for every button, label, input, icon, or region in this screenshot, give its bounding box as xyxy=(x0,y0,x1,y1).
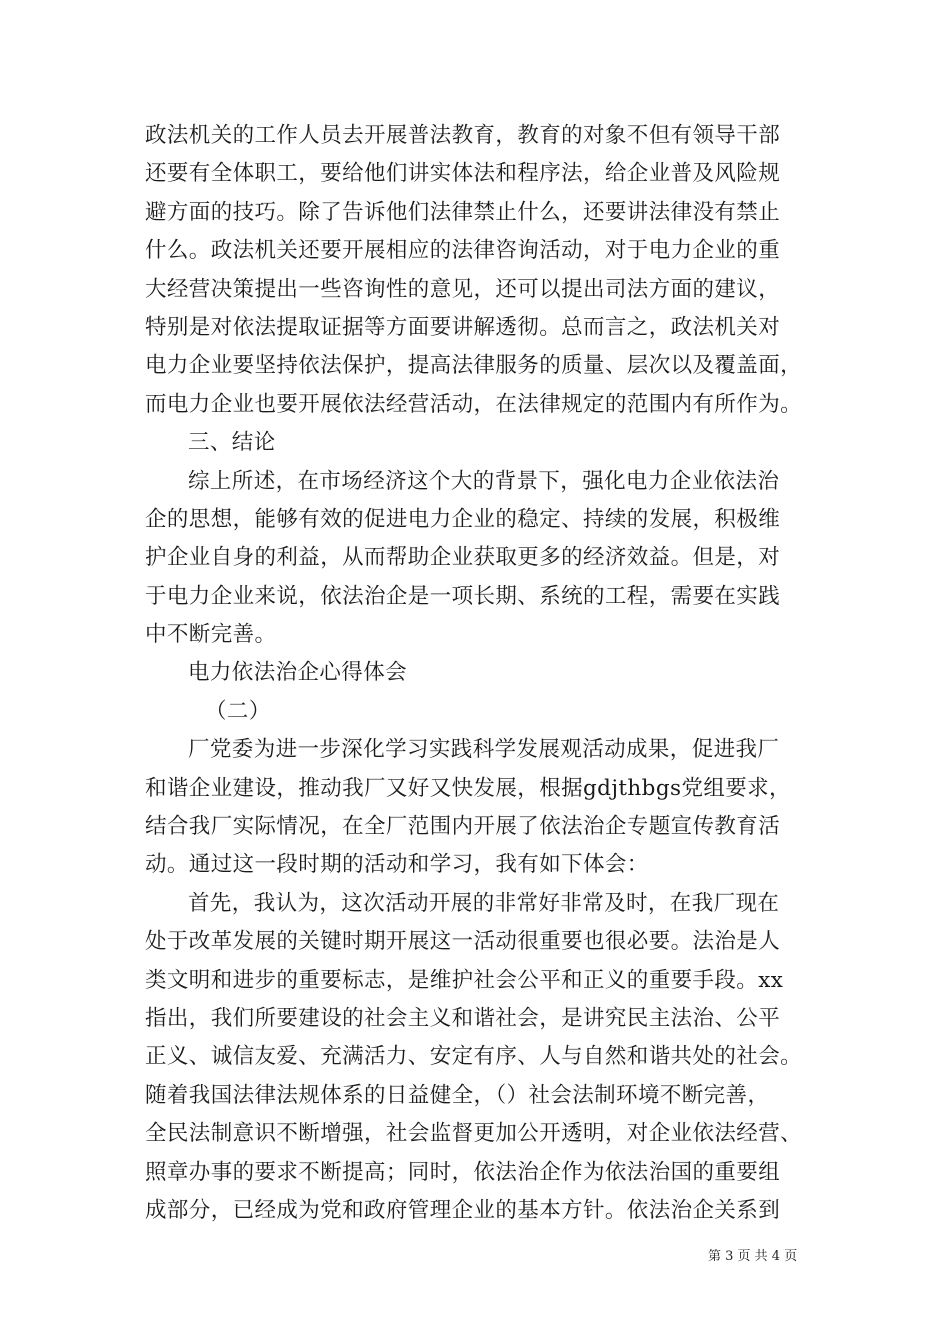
text-line: 指出，我们所要建设的社会主义和谐社会，是讲究民主法治、公平 xyxy=(145,1005,781,1031)
section-heading: 三、结论 xyxy=(188,430,276,456)
text-line: 避方面的技巧。除了告诉他们法律禁止什么，还要讲法律没有禁止 xyxy=(145,199,781,225)
text-line: 还要有全体职工，要给他们讲实体法和程序法，给企业普及风险规 xyxy=(145,161,781,187)
text-line: 政法机关的工作人员去开展普法教育，教育的对象不但有领导干部 xyxy=(145,123,781,148)
text-line: 什么。政法机关还要开展相应的法律咨询活动，对于电力企业的重 xyxy=(145,238,781,264)
text-line: 全民法制意识不断增强，社会监督更加公开透明，对企业依法经营、 xyxy=(145,1121,803,1147)
text-line: 特别是对依法提取证据等方面要讲解透彻。总而言之，政法机关对 xyxy=(145,314,781,340)
text-line: 类文明和进步的重要标志，是维护社会公平和正义的重要手段。xx xyxy=(145,967,784,993)
article-title: 电力依法治企心得体会 xyxy=(188,660,408,686)
article-subtitle: （二） xyxy=(205,698,271,724)
text-line: 中不断完善。 xyxy=(145,622,277,648)
text-line: 首先，我认为，这次活动开展的非常好非常及时，在我厂现在 xyxy=(188,890,780,916)
text-line: 照章办事的要求不断提高；同时，依法治企作为依法治国的重要组 xyxy=(145,1159,781,1185)
text-line: 和谐企业建设，推动我厂又好又快发展，根据gdjthbgs党组要求， xyxy=(145,775,791,801)
text-line: 随着我国法律法规体系的日益健全，（）社会法制环境不断完善， xyxy=(145,1082,770,1108)
text-line: 企的思想，能够有效的促进电力企业的稳定、持续的发展，积极维 xyxy=(145,506,781,532)
text-line: 动。通过这一段时期的活动和学习，我有如下体会： xyxy=(145,852,649,878)
text-line: 护企业自身的利益，从而帮助企业获取更多的经济效益。但是，对 xyxy=(145,545,781,571)
text-line: 正义、诚信友爱、充满活力、安定有序、人与自然和谐共处的社会。 xyxy=(145,1044,803,1070)
text-line: 大经营决策提出一些咨询性的意见，还可以提出司法方面的建议， xyxy=(145,276,781,302)
text-line: 于电力企业来说，依法治企是一项长期、系统的工程，需要在实践 xyxy=(145,583,781,609)
body-text xyxy=(145,117,825,1230)
text-line: 电力企业要坚持依法保护，提高法律服务的质量、层次以及覆盖面， xyxy=(145,353,803,379)
text-line: 结合我厂实际情况，在全厂范围内开展了依法治企专题宣传教育活 xyxy=(145,814,781,840)
text-line: 厂党委为进一步深化学习实践科学发展观活动成果，促进我厂 xyxy=(188,737,780,763)
text-line: 而电力企业也要开展依法经营活动，在法律规定的范围内有所作为。 xyxy=(145,391,803,417)
text-line: 成部分，已经成为党和政府管理企业的基本方针。依法治企关系到 xyxy=(145,1197,781,1223)
text-line: 处于改革发展的关键时期开展这一活动很重要也很必要。法治是人 xyxy=(145,929,781,955)
page-number: 第 3 页 共 4 页 xyxy=(708,1249,798,1264)
text-line: 综上所述，在市场经济这个大的背景下，强化电力企业依法治 xyxy=(188,468,780,494)
